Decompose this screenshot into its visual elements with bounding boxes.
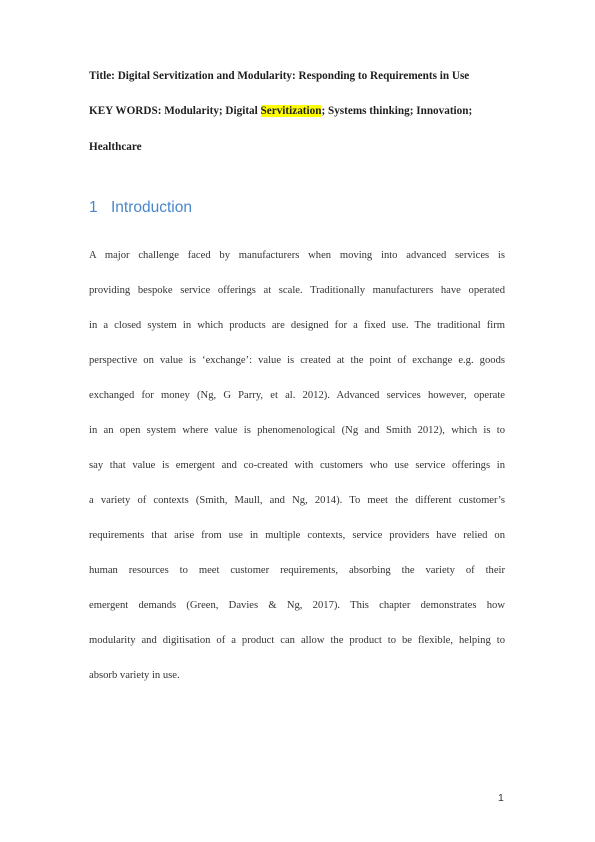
paragraph-line: modularity and digitisation of a product can allow the product to be flexible, helping to: [89, 635, 505, 646]
keywords-continued: Healthcare: [89, 141, 142, 153]
section-title: Introduction: [111, 199, 192, 216]
highlighted-keyword: Servitization: [260, 105, 322, 117]
paragraph-line: A major challenge faced by manufacturers when moving into advanced services is: [89, 250, 505, 261]
paragraph-line: in an open system where value is phenomenological (Ng and Smith 2012), which is to: [89, 425, 505, 436]
section-heading: [89, 199, 192, 217]
paragraph-line: absorb variety in use.: [89, 670, 180, 681]
keywords-line: [89, 105, 519, 117]
section-number: 1: [89, 199, 98, 216]
page-number: 1: [498, 792, 504, 804]
paragraph-line: exchanged for money (Ng, G Parry, et al. 2012). Advanced services however, operate: [89, 390, 505, 401]
paragraph-line: emergent demands (Green, Davies & Ng, 2017). This chapter demonstrates how: [89, 600, 505, 611]
paragraph-line: perspective on value is ‘exchange’: value is created at the point of exchange e.g. goods: [89, 355, 505, 366]
paragraph-line: providing bespoke service offerings at scale. Traditionally manufacturers have operated: [89, 285, 505, 296]
keywords-suffix: ; Systems thinking; Innovation;: [321, 105, 473, 117]
paragraph-line: requirements that arise from use in multiple contexts, service providers have relied on: [89, 530, 505, 541]
paragraph-line: in a closed system in which products are designed for a fixed use. The traditional firm: [89, 320, 505, 331]
keywords-prefix: KEY WORDS: Modularity; Digital: [89, 105, 261, 117]
paragraph-line: human resources to meet customer requirements, absorbing the variety of their: [89, 565, 505, 576]
paragraph-line: a variety of contexts (Smith, Maull, and Ng, 2014). To meet the different customer’s: [89, 495, 505, 506]
paragraph-line: say that value is emergent and co-created with customers who use service offerings in: [89, 460, 505, 471]
document-title: Title: Digital Servitization and Modularity: Responding to Requirements in Use: [89, 70, 470, 82]
